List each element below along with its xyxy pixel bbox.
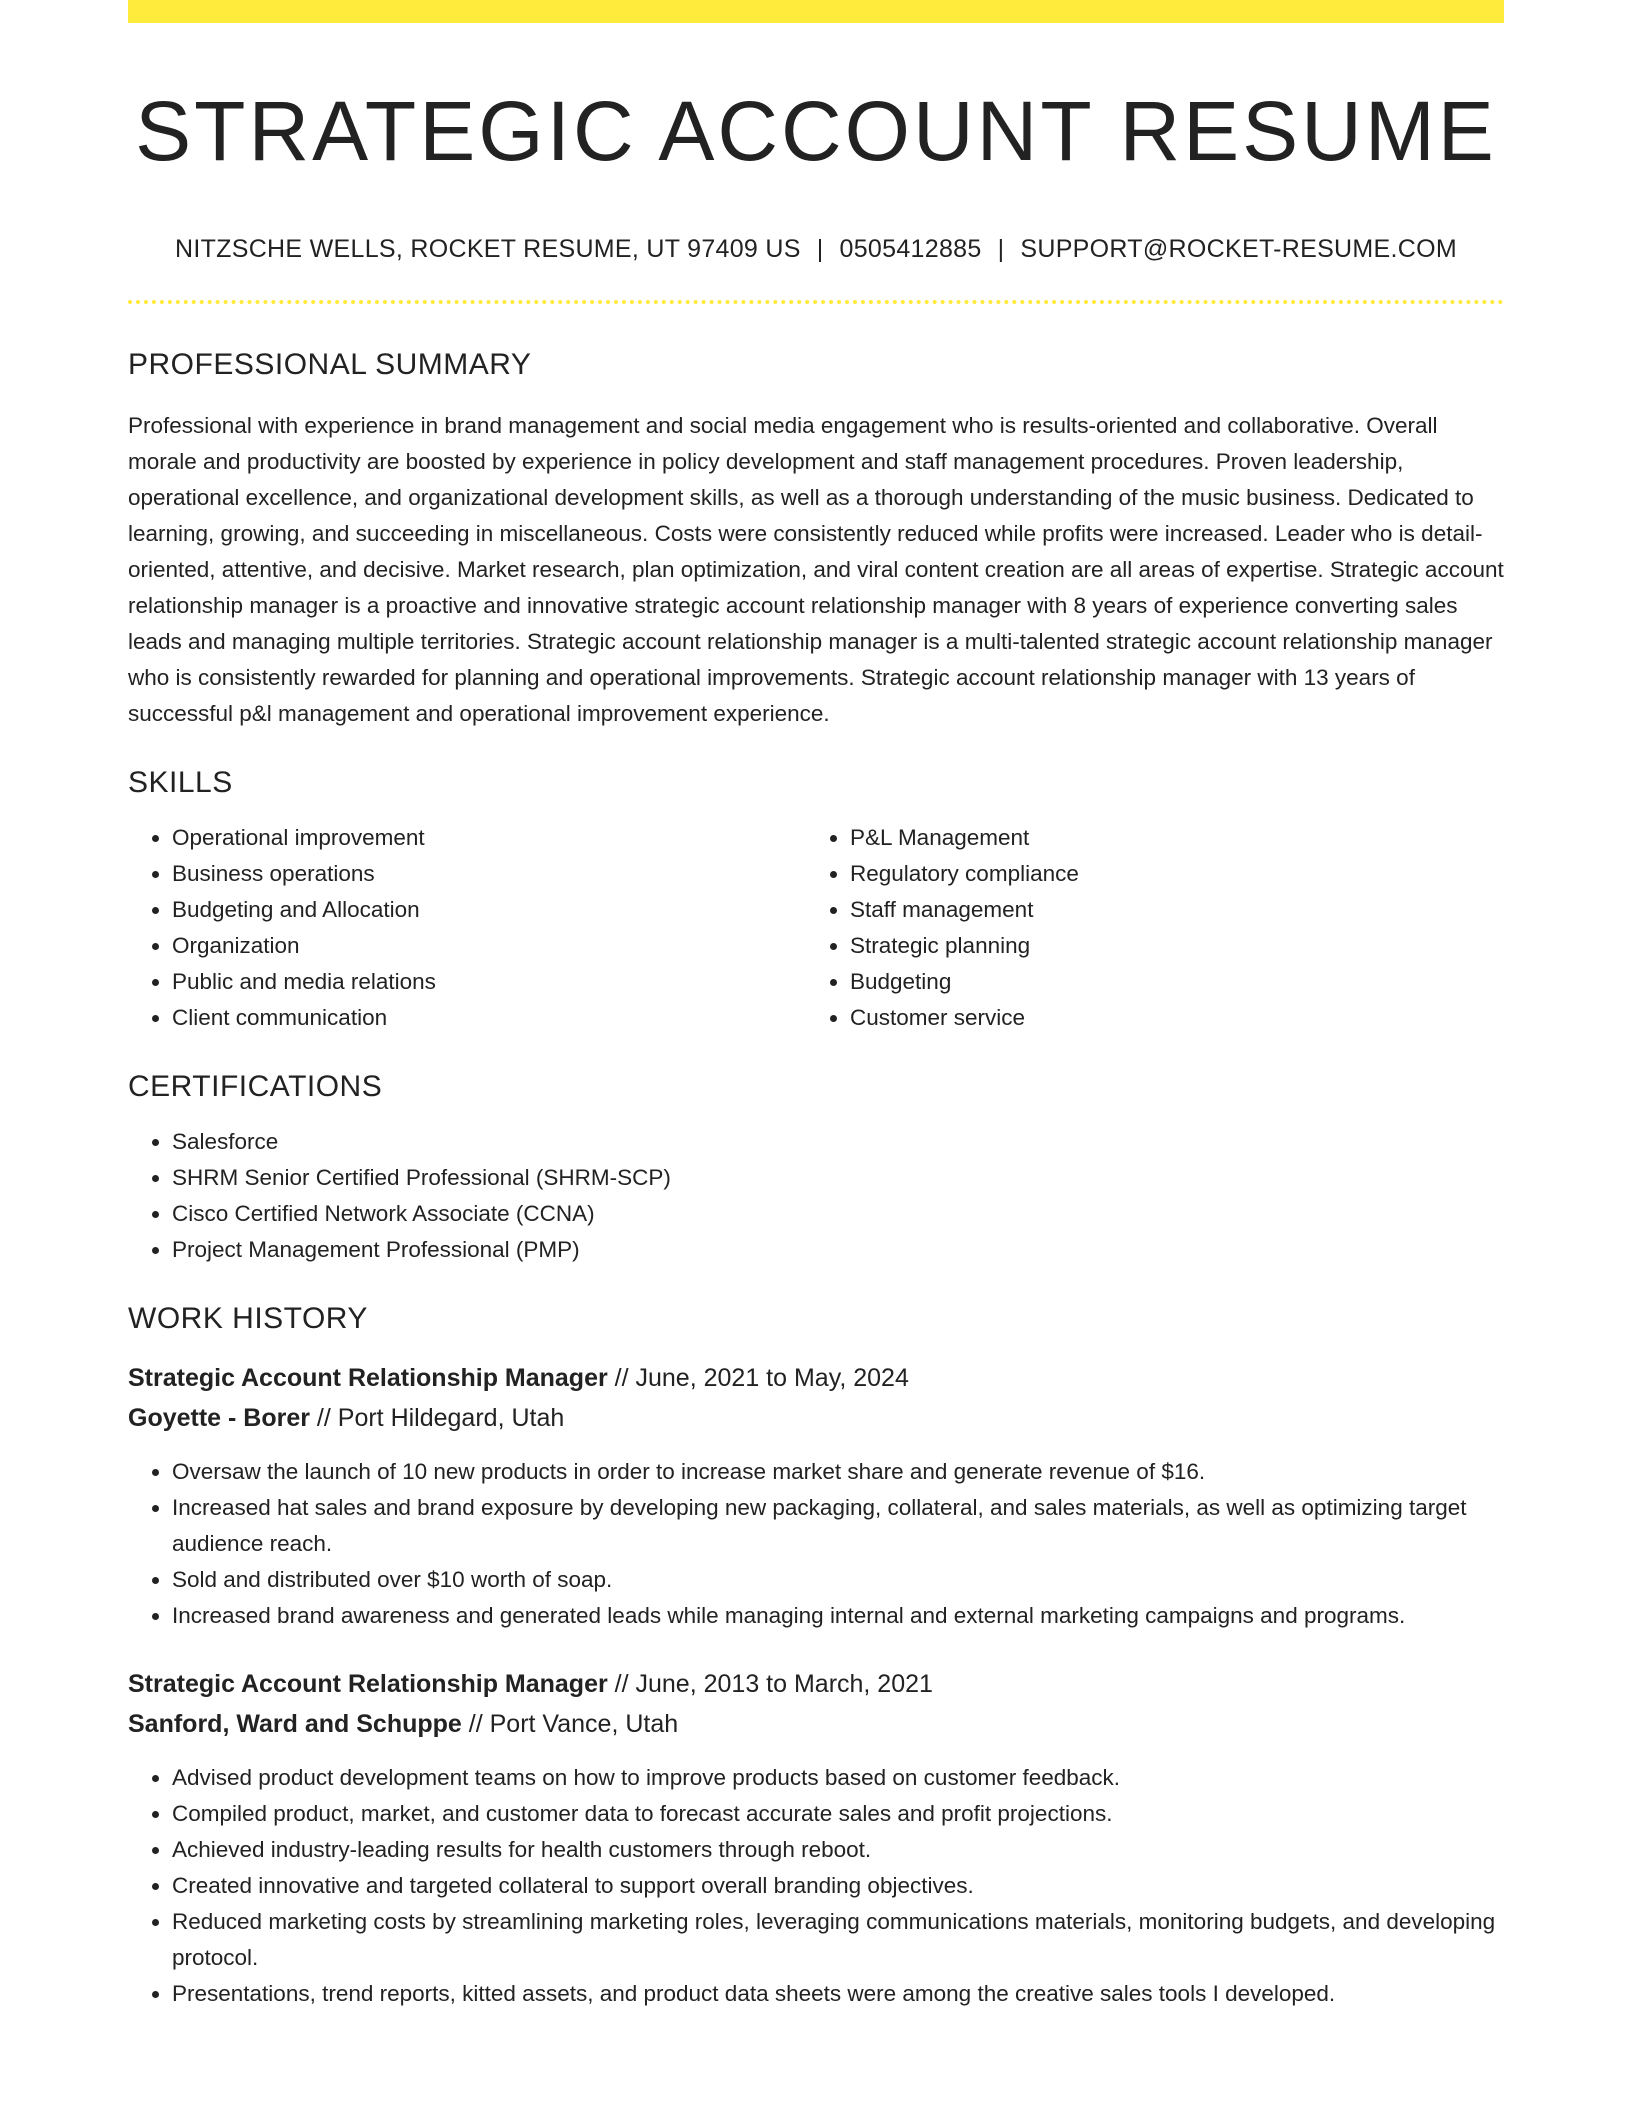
summary-text: Professional with experience in brand management and social media engagement who is results-oriented and collaborative. Overall morale and productivity are boosted by experience in policy development and staff management procedures. Proven leadership, operational excellence, and organizational development skills, as well as a thorough understanding of the music business. Dedicated to learning, growing, and succeeding in miscellaneous. Costs were consistently reduced while profits were increased. Leader who is detail-oriented, attentive, and decisive. Market research, plan optimization, and viral content creation are all areas of expertise. Strategic account relationship manager is a proactive and innovative strategic account relationship manager with 8 years of experience converting sales leads and managing multiple territories. Strategic account relationship manager is a multi-talented strategic account relationship manager who is consistently rewarded for planning and operational improvements. Strategic account relationship manager with 13 years of successful p&l management and operational improvement experience. xyxy=(128,413,1504,727)
certifications-list xyxy=(128,1124,1504,1268)
contact-email: SUPPORT@ROCKET-RESUME.COM xyxy=(1020,235,1457,264)
job-bullets xyxy=(128,1454,1504,1634)
contact-phone: 0505412885 xyxy=(839,235,982,264)
skills-column-left xyxy=(128,820,806,1036)
job-bullet: • Oversaw the launch of 10 new products in order to increase market share and generate revenue of $16. xyxy=(172,1454,1504,1490)
job-location: // Port Hildegard, Utah xyxy=(309,1404,565,1433)
contact-address: NITZSCHE WELLS, ROCKET RESUME, UT 97409 US xyxy=(174,235,801,264)
certification-item: • Salesforce xyxy=(172,1124,1504,1160)
dotted-divider xyxy=(128,300,1504,304)
job-dates: // June, 2021 to May, 2024 xyxy=(607,1364,909,1393)
skills-column-right xyxy=(806,820,1484,1036)
job-title: Strategic Account Relationship Manager xyxy=(128,1670,608,1699)
certifications-heading: CERTIFICATIONS xyxy=(128,1070,383,1104)
skill-item: • Budgeting and Allocation xyxy=(172,892,806,928)
job-bullet: • Compiled product, market, and customer data to forecast accurate sales and profit projections. xyxy=(172,1796,1504,1832)
job-bullets xyxy=(128,1760,1504,2012)
job-title: Strategic Account Relationship Manager xyxy=(128,1364,608,1393)
skill-item: • Customer service xyxy=(850,1000,1484,1036)
job-dates: // June, 2013 to March, 2021 xyxy=(607,1670,933,1699)
skill-item: • P&L Management xyxy=(850,820,1484,856)
job-bullet: • Reduced marketing costs by streamlining marketing roles, leveraging communications materials, monitoring budgets, and developing protocol. xyxy=(172,1904,1504,1976)
resume-page xyxy=(128,0,1504,2012)
skill-item: • Client communication xyxy=(172,1000,806,1036)
skill-item: • Strategic planning xyxy=(850,928,1484,964)
job-title-line xyxy=(128,1358,1504,1398)
work-history-section xyxy=(128,1302,1504,2012)
certification-item: • Cisco Certified Network Associate (CCNA) xyxy=(172,1196,1504,1232)
job-company: Sanford, Ward and Schuppe xyxy=(128,1710,462,1739)
skill-item: • Public and media relations xyxy=(172,964,806,1000)
contact-line xyxy=(128,235,1504,264)
summary-section xyxy=(128,348,1504,732)
certification-item: • Project Management Professional (PMP) xyxy=(172,1232,1504,1268)
certifications-section xyxy=(128,1070,1504,1268)
job-company: Goyette - Borer xyxy=(128,1404,310,1433)
job-title-line xyxy=(128,1664,1504,1704)
skill-item: • Regulatory compliance xyxy=(850,856,1484,892)
contact-separator: | xyxy=(997,235,1005,264)
certification-item: • SHRM Senior Certified Professional (SHRM-SCP) xyxy=(172,1160,1504,1196)
skills-list-left xyxy=(128,820,806,1036)
job-company-line xyxy=(128,1398,1504,1438)
job-bullet: • Presentations, trend reports, kitted assets, and product data sheets were among the creative sales tools I developed. xyxy=(172,1976,1504,2012)
skills-section xyxy=(128,766,1504,1036)
skill-item: • Operational improvement xyxy=(172,820,806,856)
skill-item: • Organization xyxy=(172,928,806,964)
job-bullet: • Increased hat sales and brand exposure by developing new packaging, collateral, and sales materials, as well as optimizing target audience reach. xyxy=(172,1490,1504,1562)
skills-heading: SKILLS xyxy=(128,766,233,800)
certifications-list-wrap xyxy=(128,1124,1504,1268)
top-accent-bar xyxy=(128,0,1504,23)
job-location: // Port Vance, Utah xyxy=(461,1710,679,1739)
skill-item: • Staff management xyxy=(850,892,1484,928)
job-bullet: • Sold and distributed over $10 worth of soap. xyxy=(172,1562,1504,1598)
job-bullet: • Increased brand awareness and generated leads while managing internal and external marketing campaigns and programs. xyxy=(172,1598,1504,1634)
skill-item: • Business operations xyxy=(172,856,806,892)
job-bullet: • Advised product development teams on how to improve products based on customer feedback. xyxy=(172,1760,1504,1796)
skills-grid xyxy=(128,820,1504,1036)
job-entry xyxy=(128,1358,1504,1634)
job-entry xyxy=(128,1664,1504,2012)
resume-title: STRATEGIC ACCOUNT RESUME xyxy=(135,84,1497,178)
skill-item: • Budgeting xyxy=(850,964,1484,1000)
work-history-heading: WORK HISTORY xyxy=(128,1302,368,1336)
contact-separator: | xyxy=(816,235,824,264)
skills-list-right xyxy=(806,820,1484,1036)
job-bullet: • Created innovative and targeted collateral to support overall branding objectives. xyxy=(172,1868,1504,1904)
job-company-line xyxy=(128,1704,1504,1744)
job-bullet: • Achieved industry-leading results for health customers through reboot. xyxy=(172,1832,1504,1868)
summary-heading: PROFESSIONAL SUMMARY xyxy=(128,348,532,382)
